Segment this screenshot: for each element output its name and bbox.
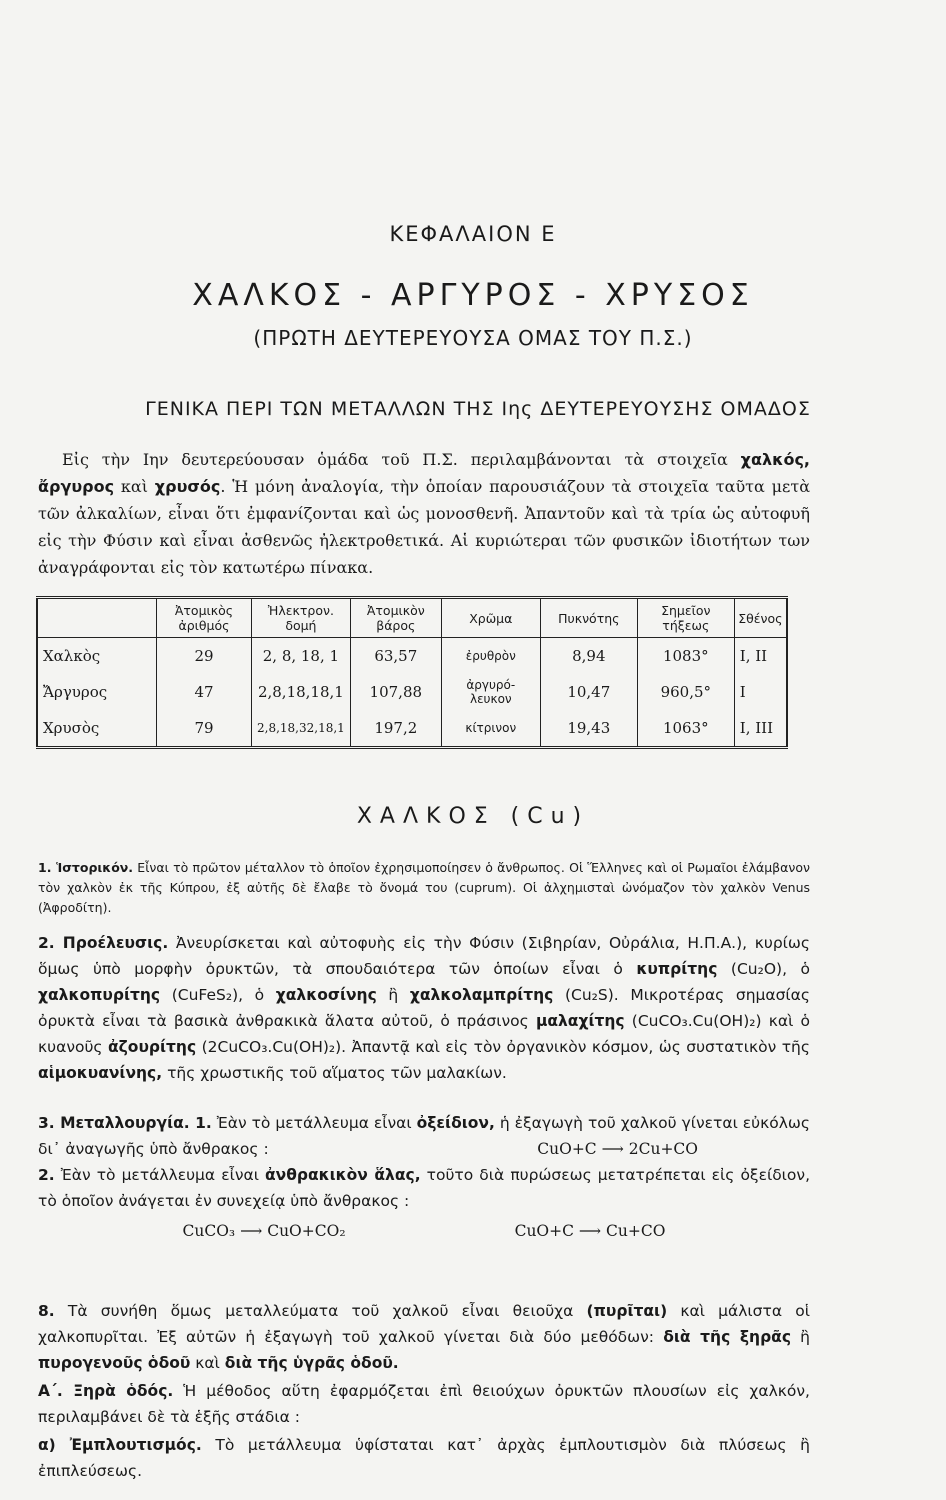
section-dry-method-heading: Α΄. Ξηρὰ ὁδός.: [38, 1382, 174, 1400]
ore-term: ὀξείδιον,: [416, 1114, 495, 1132]
section-origin-text: (Cu₂S). Μικροτέρας σημασίας ὀρυκτὰ εἶναι τὰ βασικὰ ἀνθρακικὰ ἅλατα αὐτοῦ, ὁ πράσινος: [38, 986, 810, 1030]
sulfide-text: καὶ μάλιστα οἱ χαλκοπυρῖται. Ἐξ αὐτῶν ἡ ἐξαγωγὴ τοῦ χαλκοῦ γίνεται διὰ δύο μεθόδων:: [38, 1302, 810, 1346]
table-cell: ἐρυθρὸν: [441, 638, 540, 675]
table-cell: I, II: [734, 638, 787, 675]
section-sulfide-ores: [38, 1298, 810, 1376]
section-enrichment-heading: α) Ἐμπλουτισμός.: [38, 1436, 202, 1454]
section-sulfide-number: 8.: [38, 1302, 55, 1320]
section-origin-text: Ἀνευρίσκεται καὶ αὐτοφυὴς εἰς τὴν Φύσιν (Σιβηρίαν, Οὐράλια, Η.Π.Α.), κυρίως ὅμως ὑπὸ μορφὴν ὀρυκτῶν, τὰ σπουδαιότερα τῶν ὁποίων εἶναι ὁ: [38, 934, 810, 978]
section-heading: ΓΕΝΙΚΑ ΠΕΡΙ ΤΩΝ ΜΕΤΑΛΛΩΝ ΤΗΣ Ιης ΔΕΥΤΕΡΕΥΟΥΣΗΣ ΟΜΑΔΟΣ: [145, 398, 811, 420]
table-header-cell: Σθένος: [734, 598, 787, 638]
table-cell: 1083°: [637, 638, 734, 675]
table-cell: I: [734, 674, 787, 710]
table-cell: 107,88: [350, 674, 441, 710]
table-cell: ἀργυρό-λευκον: [441, 674, 540, 710]
intro-text: . Ἡ μόνη ἀναλογία, τὴν ὁποίαν παρουσιάζουν τὰ στοιχεῖα ταῦτα μετὰ τῶν ἀλκαλίων, εἶναι ὅτι ἐμφανίζονται καὶ ὡς μονοσθενῆ. Ἀπαντοῦν καὶ τὰ τρία ὡς αὐτοφυῆ εἰς τὴν Φύσιν καὶ εἶναι ἀσθενῶς ἠλεκτροθετικά. Αἱ κυριώτεραι τῶν φυσικῶν ἰδιοτήτων των ἀναγράφονται εἰς τὸν κατωτέρω πίνακα.: [38, 477, 811, 577]
sulfide-term: (πυρῖται): [586, 1302, 668, 1320]
sulfide-term: διὰ τῆς ξηρᾶς: [663, 1328, 792, 1346]
mineral-term: μαλαχίτης: [535, 1012, 625, 1030]
enrichment-text: Τὸ μετάλλευμα ὑφίσταται κατ᾽ ἀρχὰς ἐμπλουτισμὸν διὰ πλύσεως ἢ ἐπιπλεύσεως.: [38, 1436, 810, 1480]
sulfide-term: πυρογενοῦς ὁδοῦ: [38, 1354, 191, 1372]
table-cell: 1063°: [637, 710, 734, 748]
table-cell: Ἄργυρος: [37, 674, 157, 710]
table-cell: 79: [157, 710, 252, 748]
table-cell: 19,43: [540, 710, 637, 748]
table-cell: 29: [157, 638, 252, 675]
metallurgy-text: ἡ ἐξαγωγὴ τοῦ χαλκοῦ γίνεται εὐκόλως δι᾽ ἀναγωγῆς ὑπὸ ἄνθρακος :: [38, 1114, 811, 1158]
table-row: [37, 638, 787, 675]
intro-bold-silver: ἄργυρος: [38, 477, 115, 496]
section-metallurgy: [38, 1110, 810, 1248]
page-subtitle: (ΠΡΩΤΗ ΔΕΥΤΕΡΕΥΟΥΣΑ ΟΜΑΣ ΤΟΥ Π.Σ.): [253, 326, 693, 350]
metallurgy-step-1: [38, 1110, 810, 1162]
section-origin-heading: 2. Προέλευσις.: [38, 934, 169, 952]
copper-section-title: ΧΑΛΚΟΣ (Cu): [356, 804, 590, 829]
table-cell: I, III: [734, 710, 787, 748]
section-dry-method: [38, 1378, 810, 1430]
mineral-term: χαλκοσίνης: [275, 986, 377, 1004]
table-cell: 8,94: [540, 638, 637, 675]
intro-bold-gold: χρυσός: [154, 477, 221, 496]
table-header-cell: Ἠλεκτρον. δομή: [252, 598, 351, 638]
table-cell: 47: [157, 674, 252, 710]
metallurgy-step-2: [38, 1162, 810, 1214]
properties-table: [36, 596, 788, 749]
section-metallurgy-heading: 3. Μεταλλουργία.: [38, 1114, 190, 1132]
table-row: [37, 674, 787, 710]
sulfide-text: καὶ: [190, 1354, 225, 1372]
sulfide-text: ἢ: [791, 1328, 810, 1346]
section-origin-text: (Cu₂O), ὁ: [717, 960, 811, 978]
equation: CuCO₃ ⟶ CuO+CO₂: [182, 1222, 346, 1240]
section-enrichment: [38, 1432, 810, 1484]
table-cell: 63,57: [350, 638, 441, 675]
equation: CuO+C ⟶ 2Cu+CO: [537, 1140, 698, 1158]
metallurgy-text: Ἐὰν τὸ μετάλλευμα εἶναι: [54, 1166, 265, 1184]
table-cell: 10,47: [540, 674, 637, 710]
table-cell: 960,5°: [637, 674, 734, 710]
chapter-label: ΚΕΦΑΛΑΙΟΝ Ε: [389, 222, 557, 246]
intro-bold-copper: χαλκός,: [740, 450, 810, 469]
intro-paragraph: [38, 446, 810, 581]
step-number: 2.: [38, 1166, 55, 1184]
table-row: [37, 710, 787, 748]
table-header-cell: Σημεῖον τήξεως: [637, 598, 734, 638]
section-origin-text: ἢ: [376, 986, 410, 1004]
table-cell: 197,2: [350, 710, 441, 748]
section-origin: [38, 930, 810, 1086]
section-origin-text: (CuFeS₂), ὁ: [160, 986, 276, 1004]
page-title: ΧΑΛΚΟΣ - ΑΡΓΥΡΟΣ - ΧΡΥΣΟΣ: [192, 278, 754, 313]
step-number: 1.: [189, 1114, 212, 1132]
mineral-term: χαλκοπυρίτης: [38, 986, 161, 1004]
sulfide-text: Τὰ συνήθη ὅμως μεταλλεύματα τοῦ χαλκοῦ εἶναι θειοῦχα: [54, 1302, 587, 1320]
equation: CuO+C ⟶ Cu+CO: [514, 1222, 666, 1240]
table-header-cell: [37, 598, 157, 638]
mineral-term: αἱμοκυανίνης,: [38, 1064, 163, 1082]
section-origin-text: τῆς χρωστικῆς τοῦ αἵματος τῶν μαλακίων.: [162, 1064, 507, 1082]
table-cell: Χρυσὸς: [37, 710, 157, 748]
table-header-cell: Ἀτομικὸν βάρος: [350, 598, 441, 638]
table-cell: 2, 8, 18, 1: [252, 638, 351, 675]
section-origin-text: (2CuCO₃.Cu(OH)₂). Ἀπαντᾷ καὶ εἰς τὸν ὀργανικὸν κόσμον, ὡς συστατικὸν τῆς: [196, 1038, 810, 1056]
mineral-term: ἀζουρίτης: [107, 1038, 197, 1056]
ore-term: ἀνθρακικὸν ἅλας,: [265, 1166, 421, 1184]
mineral-term: χαλκολαμπρίτης: [409, 986, 554, 1004]
table-cell: Χαλκὸς: [37, 638, 157, 675]
section-history-heading: 1. Ἱστορικόν.: [38, 860, 134, 875]
intro-text: Εἰς τὴν Ιην δευτερεύουσαν ὁμάδα τοῦ Π.Σ. περιλαμβάνονται τὰ στοιχεῖα: [62, 450, 741, 469]
dry-method-text: Ἡ μέθοδος αὕτη ἐφαρμόζεται ἐπὶ θειούχων ὀρυκτῶν πλουσίων εἰς χαλκόν, περιλαμβάνει δὲ τὰ ἑξῆς στάδια :: [38, 1382, 810, 1426]
table-header-cell: Ἀτομικὸς ἀριθμός: [157, 598, 252, 638]
table-header-row: [37, 598, 787, 638]
table-header-cell: Πυκνότης: [540, 598, 637, 638]
section-history-text: Εἶναι τὸ πρῶτον μέταλλον τὸ ὁποῖον ἐχρησιμοποίησεν ὁ ἄνθρωπος. Οἱ Ἕλληνες καὶ οἱ Ρωμαῖοι ἐλάμβανον τὸν χαλκὸν ἐκ τῆς Κύπρου, ἐξ αὐτῆς δὲ ἔλαβε τὸ ὄνομά του (cuprum). Οἱ ἀλχημισταὶ ὠνόμαζον τὸν χαλκὸν Venus (Ἀφροδίτη).: [38, 860, 810, 915]
section-origin-text: (CuCO₃.Cu(OH)₂) καὶ ὁ κυανοῦς: [38, 1012, 810, 1056]
metallurgy-text: τοῦτο διὰ πυρώσεως μετατρέπεται εἰς ὀξείδιον, τὸ ὁποῖον ἀνάγεται ἐν συνεχείᾳ ὑπὸ ἄνθρακος :: [38, 1166, 810, 1210]
table-header-cell: Χρῶμα: [441, 598, 540, 638]
table-cell: κίτρινον: [441, 710, 540, 748]
section-history: [38, 858, 810, 918]
table-cell: 2,8,18,32,18,1: [252, 710, 351, 748]
equation-row: [38, 1214, 810, 1248]
table-cell: 2,8,18,18,1: [252, 674, 351, 710]
metallurgy-text: Ἐὰν τὸ μετάλλευμα εἶναι: [211, 1114, 417, 1132]
intro-text: καὶ: [114, 477, 155, 496]
sulfide-term: διὰ τῆς ὑγρᾶς ὁδοῦ.: [224, 1354, 399, 1372]
mineral-term: κυπρίτης: [636, 960, 718, 978]
